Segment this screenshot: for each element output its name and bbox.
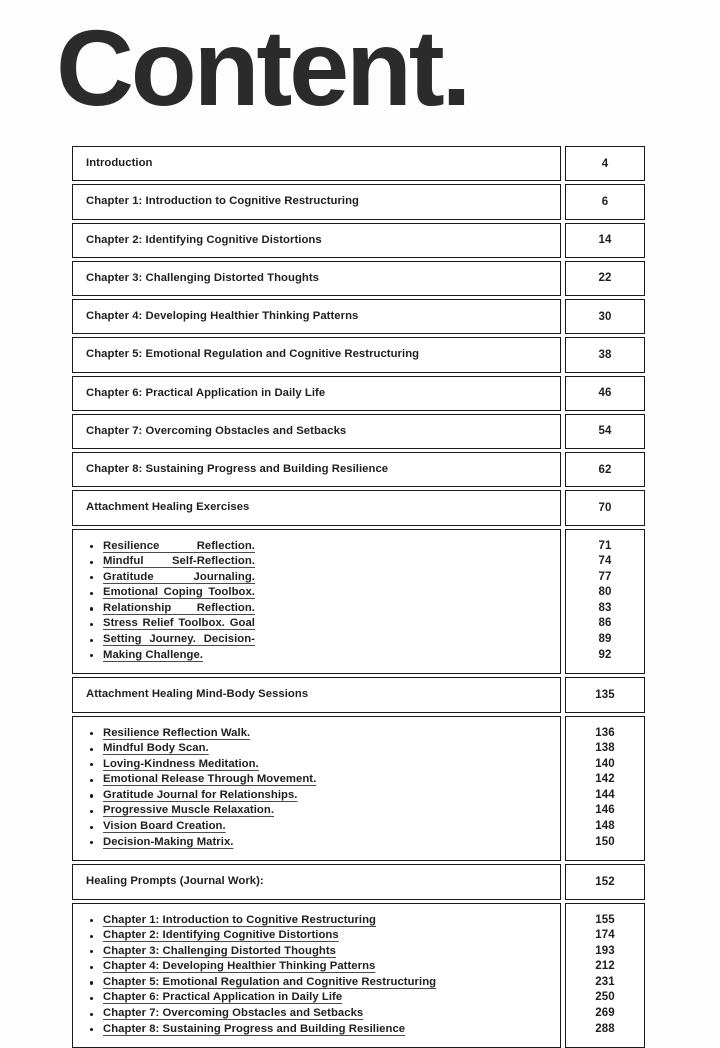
page-number: 77 [599, 570, 612, 586]
list-item[interactable]: Progressive Muscle Relaxation. [101, 803, 548, 819]
table-row[interactable] [72, 452, 645, 487]
list-item[interactable]: Decision-Making Matrix. [101, 835, 548, 851]
mindbody-bullet-list [86, 726, 548, 851]
toc-entry-title: Chapter 5: Emotional Regulation and Cognitive Restructuring [72, 337, 561, 372]
table-row[interactable] [72, 223, 645, 258]
table-row[interactable] [72, 261, 645, 296]
list-item[interactable]: Mindful Body Scan. [101, 741, 548, 757]
toc-entry-page: 62 [565, 452, 645, 487]
page-number: 146 [595, 803, 615, 819]
table-row-exercises-list[interactable] [72, 529, 645, 675]
toc-entry-page: 46 [565, 376, 645, 411]
list-item[interactable]: Chapter 5: Emotional Regulation and Cognitive Restructuring [101, 975, 548, 991]
table-row[interactable] [72, 184, 645, 219]
table-row[interactable] [72, 299, 645, 334]
toc-entry-page: 14 [565, 223, 645, 258]
page-number: 155 [595, 913, 615, 929]
list-item[interactable]: Resilience Reflection Walk. [101, 726, 548, 742]
list-item[interactable]: Resilience Reflection. [101, 539, 548, 555]
list-item[interactable]: Chapter 1: Introduction to Cognitive Restructuring [101, 913, 548, 929]
toc-entry-title: Chapter 2: Identifying Cognitive Distortions [72, 223, 561, 258]
exercises-pages-cell [565, 529, 645, 675]
toc-entry-title: Chapter 3: Challenging Distorted Thoughts [72, 261, 561, 296]
list-item[interactable]: Chapter 2: Identifying Cognitive Distortions [101, 928, 548, 944]
page-number-column [566, 539, 644, 664]
table-row-mindbody-list[interactable] [72, 716, 645, 862]
page-number: 144 [595, 788, 615, 804]
toc-entry-title: Attachment Healing Exercises [72, 490, 561, 525]
table-row-prompts-list[interactable] [72, 903, 645, 1048]
toc-entry-page: 38 [565, 337, 645, 372]
table-row[interactable] [72, 864, 645, 899]
toc-entry-title: Chapter 7: Overcoming Obstacles and Setbacks [72, 414, 561, 449]
list-item[interactable]: Mindful Self-Reflection. [101, 554, 548, 570]
page-number: 193 [595, 944, 615, 960]
list-item[interactable]: Chapter 3: Challenging Distorted Thoughts [101, 944, 548, 960]
list-item[interactable]: Making Challenge. [101, 648, 548, 664]
list-item[interactable]: Relationship Reflection. [101, 601, 548, 617]
toc-entry-page: 152 [565, 864, 645, 899]
table-row[interactable] [72, 414, 645, 449]
toc-entry-title: Attachment Healing Mind-Body Sessions [72, 677, 561, 712]
page-number-column [566, 913, 644, 1038]
list-item[interactable]: Vision Board Creation. [101, 819, 548, 835]
page-number: 89 [599, 632, 612, 648]
page-number: 138 [595, 741, 615, 757]
toc-entry-page: 54 [565, 414, 645, 449]
list-item[interactable]: Chapter 6: Practical Application in Daily Life [101, 990, 548, 1006]
prompts-list-cell [72, 903, 561, 1048]
list-item[interactable]: Emotional Release Through Movement. [101, 772, 548, 788]
toc-entry-page: 30 [565, 299, 645, 334]
exercises-bullet-list [86, 539, 548, 664]
page-number: 140 [595, 757, 615, 773]
toc-entry-title: Chapter 6: Practical Application in Daily Life [72, 376, 561, 411]
page-number: 212 [595, 959, 615, 975]
page-number: 142 [595, 772, 615, 788]
toc-entry-title: Chapter 4: Developing Healthier Thinking Patterns [72, 299, 561, 334]
page-number: 231 [595, 975, 615, 991]
exercises-list-cell [72, 529, 561, 675]
list-item[interactable]: Setting Journey. Decision- [101, 632, 548, 648]
prompts-bullet-list [86, 913, 548, 1038]
table-row[interactable] [72, 146, 645, 181]
list-item[interactable]: Gratitude Journaling. [101, 570, 548, 586]
list-item[interactable]: Chapter 4: Developing Healthier Thinking Patterns [101, 959, 548, 975]
toc-entry-page: 70 [565, 490, 645, 525]
toc-entry-page: 135 [565, 677, 645, 712]
page-number: 148 [595, 819, 615, 835]
toc-entry-page: 22 [565, 261, 645, 296]
list-item[interactable]: Chapter 7: Overcoming Obstacles and Setbacks [101, 1006, 548, 1022]
list-item[interactable]: Loving-Kindness Meditation. [101, 757, 548, 773]
page-number: 150 [595, 835, 615, 851]
page-number: 92 [599, 648, 612, 664]
list-item[interactable]: Emotional Coping Toolbox. [101, 585, 548, 601]
page-number: 71 [599, 539, 612, 555]
page-number: 269 [595, 1006, 615, 1022]
toc-entry-page: 6 [565, 184, 645, 219]
list-item[interactable]: Gratitude Journal for Relationships. [101, 788, 548, 804]
table-of-contents [72, 146, 645, 1048]
toc-entry-page: 4 [565, 146, 645, 181]
page-number: 136 [595, 726, 615, 742]
page-number: 74 [599, 554, 612, 570]
mindbody-list-cell [72, 716, 561, 862]
page-number-column [566, 726, 644, 851]
table-row[interactable] [72, 490, 645, 525]
page-number: 288 [595, 1022, 615, 1038]
table-row[interactable] [72, 376, 645, 411]
mindbody-pages-cell [565, 716, 645, 862]
toc-entry-title: Chapter 1: Introduction to Cognitive Restructuring [72, 184, 561, 219]
list-item[interactable]: Stress Relief Toolbox. Goal [101, 616, 548, 632]
page-number: 250 [595, 990, 615, 1006]
toc-entry-title: Introduction [72, 146, 561, 181]
toc-entry-title: Healing Prompts (Journal Work): [72, 864, 561, 899]
list-item[interactable]: Chapter 8: Sustaining Progress and Building Resilience [101, 1022, 548, 1038]
table-row[interactable] [72, 337, 645, 372]
page-number: 174 [595, 928, 615, 944]
prompts-pages-cell [565, 903, 645, 1048]
page-number: 86 [599, 616, 612, 632]
page-title: Content. [56, 14, 468, 122]
table-row[interactable] [72, 677, 645, 712]
toc-entry-title: Chapter 8: Sustaining Progress and Building Resilience [72, 452, 561, 487]
page-number: 80 [599, 585, 612, 601]
page-number: 83 [599, 601, 612, 617]
